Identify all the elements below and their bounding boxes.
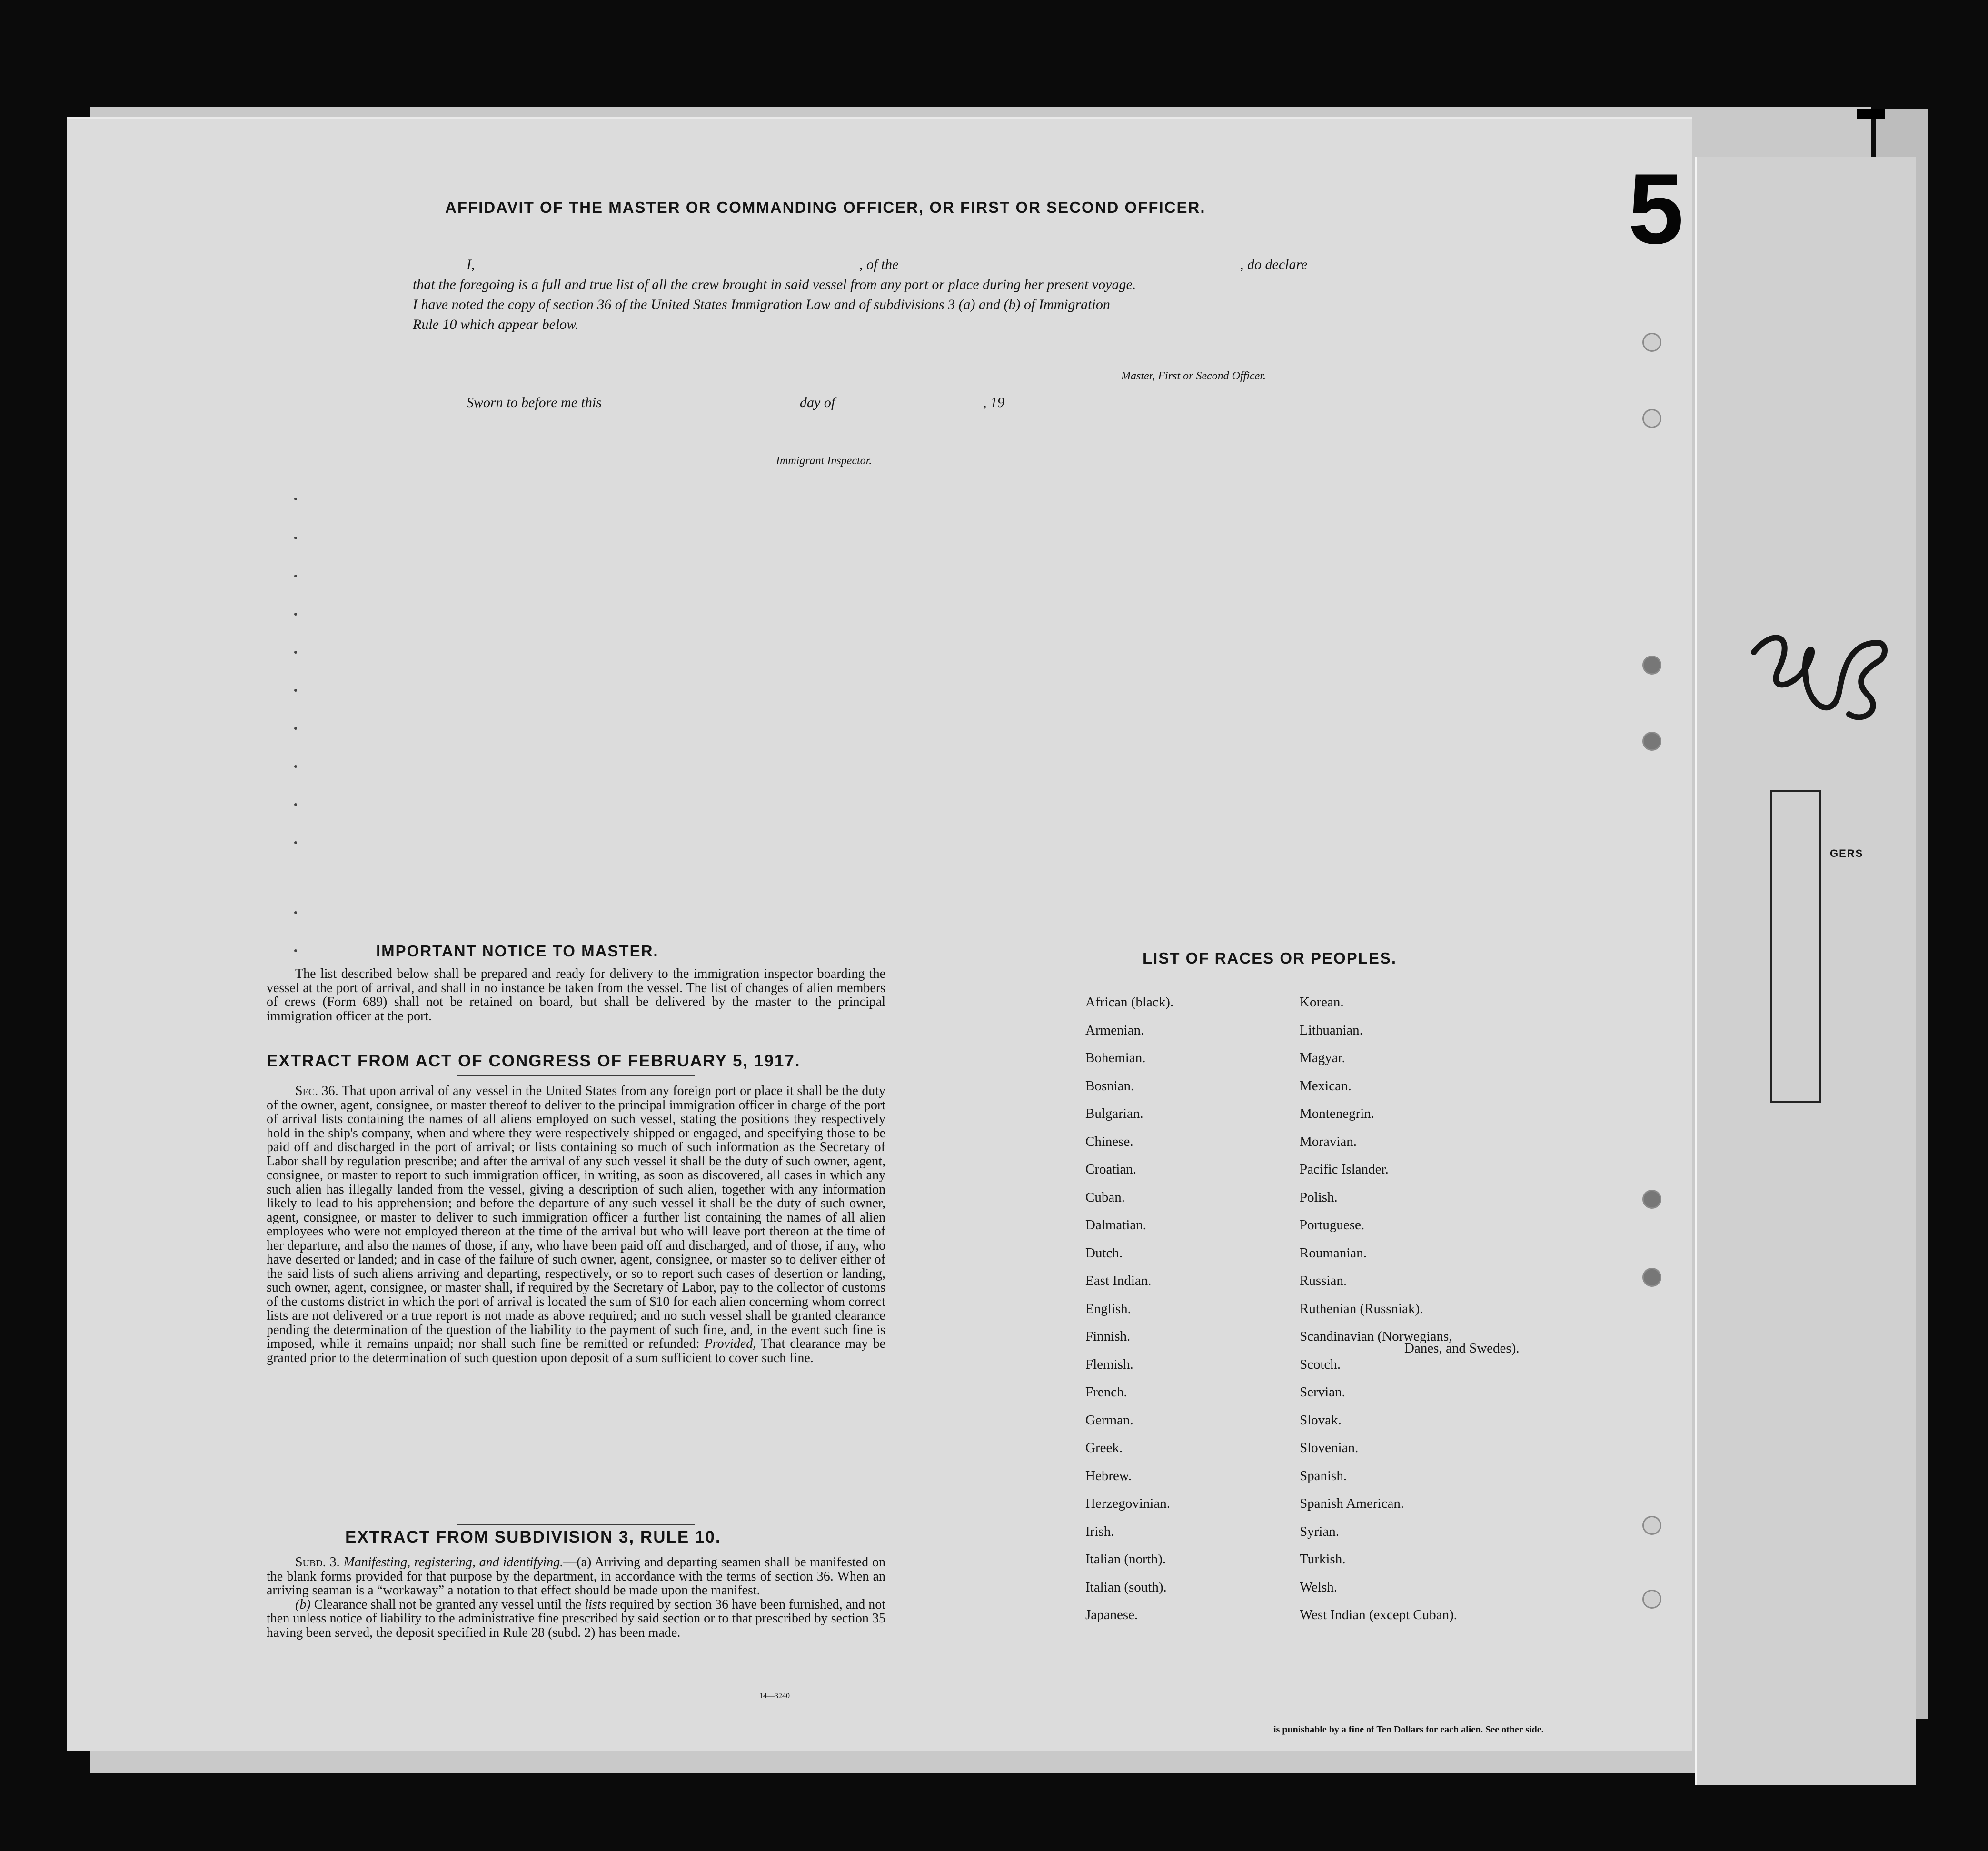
affidavit-line-2: that the foregoing is a full and true list of all the crew brought in said vessel from any port or place during her present voyage. <box>413 277 1136 292</box>
race-item: Italian (south). <box>1085 1579 1167 1595</box>
race-item: Dalmatian. <box>1085 1217 1147 1233</box>
affidavit-do-declare: , do declare <box>1240 257 1308 272</box>
binder-hole <box>1642 1590 1661 1609</box>
print-code: 14—3240 <box>759 1692 790 1700</box>
race-item: Greek. <box>1085 1440 1123 1455</box>
binder-hole <box>1642 656 1661 675</box>
section-rule <box>457 1524 695 1525</box>
race-item: Spanish. <box>1300 1468 1347 1483</box>
edge-fragment-text: GERS <box>1830 847 1864 859</box>
races-title: LIST OF RACES OR PEOPLES. <box>1143 949 1397 967</box>
rule-extract-body <box>267 1555 885 1640</box>
binder-hole <box>1642 1516 1661 1535</box>
bleed-dot <box>294 841 297 844</box>
proviso-text: That clearance may be granted prior to the determination of such question upon deposit of a sum sufficient to cover such fine. <box>267 1336 885 1365</box>
race-item: Scandinavian (Norwegians, <box>1300 1329 1452 1344</box>
race-item: Pacific Islander. <box>1300 1162 1389 1177</box>
race-item: Moravian. <box>1300 1134 1357 1149</box>
race-item: German. <box>1085 1412 1133 1428</box>
race-item: Welsh. <box>1300 1579 1338 1595</box>
race-item: Polish. <box>1300 1189 1338 1205</box>
race-item: Scotch. <box>1300 1356 1341 1372</box>
act-extract-title: EXTRACT FROM ACT OF CONGRESS OF FEBRUARY 5, 1917. <box>267 1052 801 1070</box>
rule-extract-title: EXTRACT FROM SUBDIVISION 3, RULE 10. <box>345 1528 721 1546</box>
act-extract-body <box>267 1084 885 1365</box>
paragraph-b-lists: lists <box>585 1597 606 1612</box>
paragraph-b-post: required by section 36 have been furnished, and not then unless notice of liability to the administrative fine prescribed by said section or to that prescribed by section 35 having been served, the deposit specified in Rule 28 (subd. 2) has been made. <box>267 1597 886 1640</box>
section-rule <box>457 1075 695 1076</box>
race-item: Finnish. <box>1085 1329 1131 1344</box>
bleed-dot <box>294 689 297 692</box>
race-item: Japanese. <box>1085 1607 1138 1622</box>
race-item: Syrian. <box>1300 1523 1339 1539</box>
form-number: 5 <box>1628 153 1684 265</box>
underlying-manifest-page <box>1695 157 1916 1785</box>
section-36-text: That upon arrival of any vessel in the United States from any foreign port or place it shall be the duty of the owner, agent, consignee, or master thereof to deliver to the principal immigration officer in charge of the port of arrival lists containing the names of all aliens employed on such vessel, stating the positions they respectively hold in the ship's company, when and where they were respectively shipped or engaged, and specifying those to be paid off and discharged in the port of arrival; or lists containing so much of such information as the Secretary of Labor shall by regulation prescribe; and after the arrival of any such vessel it shall be the duty of such owner, agent, consignee, or master to report to such immigration officer, in writing, as soon as discovered, all cases in which any such alien has illegally landed from the vessel, giving a description of such alien, together with any information likely to lead to his apprehension; and before the departure of any such vessel it shall be the duty of such owner, agent, consignee, or master to deliver to such immigration officer a further list containing the names of all alien employees who were not employed thereon at the time of the arrival but who will leave port thereon at the time of her departure, and also the names of those, if any, who have been paid off and discharged, and of those, if any, who have deserted or landed; and in case of the failure of such owner, agent, consignee, or master so to deliver either of the said lists of such aliens arriving and departing, respectively, or so to report such cases of desertion or landing, such owner, agent, consignee, or master shall, if required by the Secretary of Labor, pay to the collector of customs of the customs district in which the port of arrival is located the sum of $10 for each alien concerning whom correct lists are not delivered or a true report is not made as above required; and no such vessel shall be granted clearance pending the determination of the question of the liability to the payment of such fine, and, in the event such fine is imposed, while it remains unpaid; nor shall such fine be remitted or refunded: <box>267 1084 885 1351</box>
subdivision-heading: Manifesting, registering, and identifying. <box>343 1555 564 1570</box>
race-item: Portuguese. <box>1300 1217 1365 1233</box>
bleed-dot <box>294 765 297 768</box>
race-item: Flemish. <box>1085 1356 1133 1372</box>
race-item: Servian. <box>1300 1384 1345 1400</box>
race-item: Armenian. <box>1085 1022 1144 1038</box>
paragraph-b-pre: Clearance shall not be granted any vessel until the <box>314 1597 582 1612</box>
handwritten-mark <box>1744 614 1897 738</box>
race-item: East Indian. <box>1085 1273 1152 1288</box>
bleed-dot <box>294 498 297 500</box>
race-item: English. <box>1085 1301 1131 1316</box>
year-label: , 19 <box>983 395 1004 410</box>
race-item: Mexican. <box>1300 1078 1352 1094</box>
bleed-dot <box>294 911 297 914</box>
race-item: Slovak. <box>1300 1412 1342 1428</box>
race-item: Herzegovinian. <box>1085 1496 1170 1511</box>
affidavit-of-the: , of the <box>859 257 899 272</box>
notice-body: The list described below shall be prepared and ready for delivery to the immigration inspector boarding the vessel at the port of arrival, and shall in no instance be taken from the vessel. The list of changes of alien members of crews (Form 689) shall not be retained on board, but shall be delivered by the master to the principal immigration officer at the port. <box>267 966 885 1024</box>
binder-hole <box>1642 1190 1661 1209</box>
bleed-dot <box>294 727 297 730</box>
race-item: West Indian (except Cuban). <box>1300 1607 1458 1622</box>
notice-title: IMPORTANT NOTICE TO MASTER. <box>376 942 659 960</box>
signature-label: Master, First or Second Officer. <box>1121 370 1266 382</box>
race-item: Lithuanian. <box>1300 1022 1363 1038</box>
race-item: Hebrew. <box>1085 1468 1132 1483</box>
affidavit-title: AFFIDAVIT OF THE MASTER OR COMMANDING OFFICER, OR FIRST OR SECOND OFFICER. <box>445 199 1206 216</box>
race-item: African (black). <box>1085 995 1174 1010</box>
race-item: Turkish. <box>1300 1552 1346 1567</box>
race-item: Croatian. <box>1085 1162 1137 1177</box>
race-item: Korean. <box>1300 995 1344 1010</box>
race-item: Spanish American. <box>1300 1496 1404 1511</box>
edge-box <box>1770 790 1821 1103</box>
page-fold <box>1857 109 1885 119</box>
affidavit-line-4: Rule 10 which appear below. <box>413 317 579 332</box>
affidavit-page <box>67 117 1692 1751</box>
bottom-strip-text: is punishable by a fine of Ten Dollars for each alien. See other side. <box>1273 1724 1544 1735</box>
race-item: Cuban. <box>1085 1189 1125 1205</box>
bleed-dot <box>294 613 297 616</box>
race-item: Irish. <box>1085 1523 1114 1539</box>
sworn-label: Sworn to before me this <box>467 395 602 410</box>
race-item: Italian (north). <box>1085 1552 1166 1567</box>
affidavit-i: I, <box>467 257 475 272</box>
race-item: Montenegrin. <box>1300 1106 1375 1121</box>
race-item: Chinese. <box>1085 1134 1133 1149</box>
race-item: Ruthenian (Russniak). <box>1300 1301 1423 1316</box>
race-item: Bosnian. <box>1085 1078 1134 1094</box>
race-item: Bulgarian. <box>1085 1106 1143 1121</box>
bleed-dot <box>294 651 297 654</box>
binder-hole <box>1642 1268 1661 1287</box>
day-of-label: day of <box>800 395 835 410</box>
binder-hole <box>1642 333 1661 352</box>
bleed-dot <box>294 575 297 577</box>
race-right-continuation: Danes, and Swedes). <box>1404 1341 1520 1356</box>
race-item: Slovenian. <box>1300 1440 1359 1455</box>
paragraph-b-label: (b) <box>295 1597 311 1612</box>
paragraph-a: —(a) Arriving and departing seamen shall be manifested on the blank forms provided for that purpose by the department, in accordance with the terms of section 36. When an arriving seaman is a “workaway” a notation to that effect should be made upon the manifest. <box>267 1555 885 1598</box>
inspector-label: Immigrant Inspector. <box>776 455 872 467</box>
race-item: Bohemian. <box>1085 1050 1146 1065</box>
race-item: Dutch. <box>1085 1245 1123 1261</box>
bleed-dot <box>294 949 297 952</box>
race-item: French. <box>1085 1384 1127 1400</box>
proviso-word: Provided, <box>704 1336 756 1351</box>
bleed-dot <box>294 537 297 539</box>
subdivision-label: Subd. 3. <box>295 1555 340 1570</box>
section-label: Sec. 36. <box>295 1084 338 1098</box>
affidavit-line-3: I have noted the copy of section 36 of the United States Immigration Law and of subdivisions 3 (a) and (b) of Immigration <box>413 297 1110 312</box>
race-item: Magyar. <box>1300 1050 1345 1065</box>
binder-hole <box>1642 732 1661 751</box>
race-item: Russian. <box>1300 1273 1347 1288</box>
bleed-dot <box>294 803 297 806</box>
race-item: Roumanian. <box>1300 1245 1367 1261</box>
binder-hole <box>1642 409 1661 428</box>
